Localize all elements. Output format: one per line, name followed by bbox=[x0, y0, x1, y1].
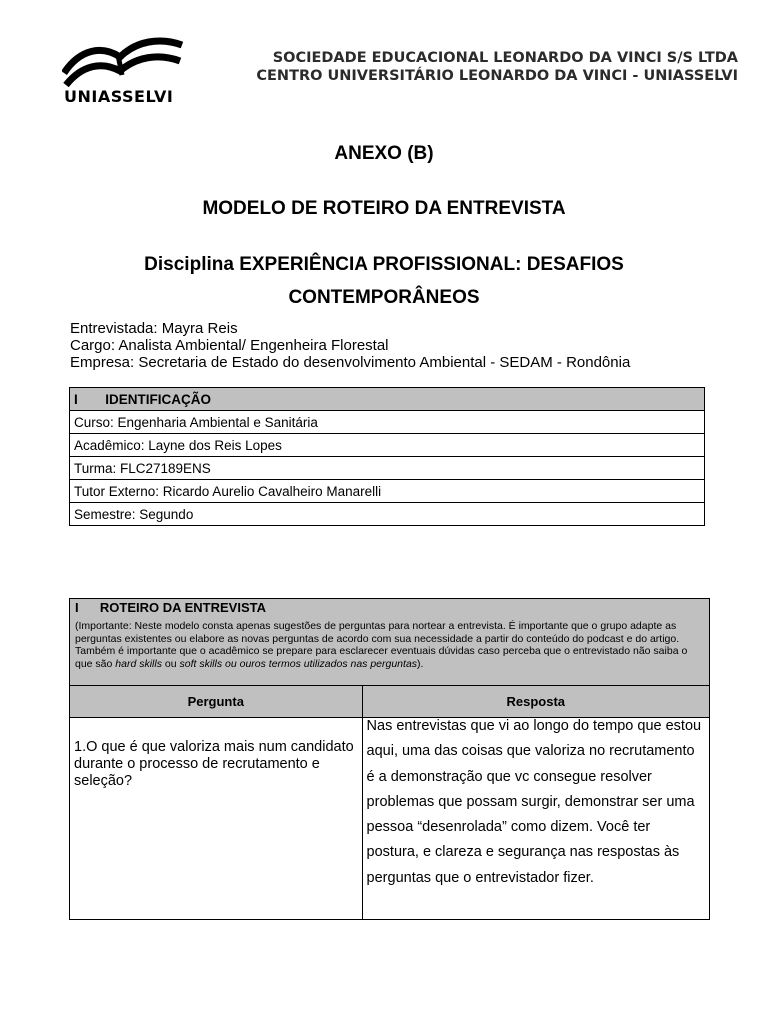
question-text: 1.O que é que valoriza mais num candidato durante o processo de recrutamento e seleção? bbox=[74, 739, 354, 789]
model-title: MODELO DE ROTEIRO DA ENTREVISTA bbox=[202, 198, 566, 219]
university-name: CENTRO UNIVERSITÁRIO LEONARDO DA VINCI - UNIASSELVI bbox=[256, 68, 738, 84]
discipline-title-line1: Disciplina EXPERIÊNCIA PROFISSIONAL: DESAFIOS bbox=[144, 254, 624, 275]
discipline-title-line2: CONTEMPORÂNEOS bbox=[288, 287, 480, 308]
annex-title: ANEXO (B) bbox=[334, 143, 434, 164]
interviewee-name: Entrevistada: Mayra Reis bbox=[70, 320, 238, 337]
semester-cell: Semestre: Segundo bbox=[70, 503, 705, 526]
identification-header bbox=[70, 388, 705, 411]
section-number: I bbox=[75, 600, 79, 615]
logo-text: UNIASSELVI bbox=[64, 87, 174, 106]
student-cell: Acadêmico: Layne dos Reis Lopes bbox=[70, 434, 705, 457]
course-cell: Curso: Engenharia Ambiental e Sanitária bbox=[70, 411, 705, 434]
class-cell: Turma: FLC27189ENS bbox=[70, 457, 705, 480]
table-row bbox=[70, 411, 705, 434]
document-header bbox=[0, 0, 768, 115]
table-row bbox=[70, 718, 710, 920]
section-title: ROTEIRO DA ENTREVISTA bbox=[99, 600, 266, 615]
uniasselvi-logo bbox=[62, 35, 184, 107]
column-header-row bbox=[70, 686, 710, 718]
answer-cell bbox=[362, 718, 709, 920]
interview-script-table bbox=[69, 598, 710, 920]
table-row bbox=[70, 457, 705, 480]
identification-table bbox=[69, 387, 705, 526]
table-row bbox=[70, 503, 705, 526]
table-row bbox=[70, 480, 705, 503]
institution-name: SOCIEDADE EDUCACIONAL LEONARDO DA VINCI S/S LTDA bbox=[272, 50, 738, 66]
interviewee-role: Cargo: Analista Ambiental/ Engenheira Florestal bbox=[70, 337, 389, 354]
script-title bbox=[75, 600, 704, 615]
identification-header-row bbox=[70, 388, 705, 411]
column-header-question: Pergunta bbox=[70, 686, 363, 718]
script-header bbox=[70, 599, 710, 686]
answer-text: Nas entrevistas que vi ao longo do tempo que estou aqui, uma das coisas que valoriza no recrutamento é a demonstração que vc consegue resolver problemas que possam surgir, demonstrar ser uma pessoa “desenrolada” como dizem. Você ter postura, e clareza e segurança nas respostas às perguntas que o entrevistador fizer. bbox=[366, 718, 702, 886]
section-number: I bbox=[74, 391, 78, 407]
script-note: (Importante: Neste modelo consta apenas sugestões de perguntas para nortear a entrevista. É importante que o grupo adapte as perguntas existentes ou elabore as novas perguntas de acordo com sua necessidade a partir do conteúdo do podcast e do artigo. Também é importante que o acadêmico se prepare para esclarecer eventuais dúvidas caso perceba que o entrevistado não saiba o que são hard skills ou soft skills ou ouros termos utilizados nas perguntas). bbox=[75, 620, 688, 670]
section-title: IDENTIFICAÇÃO bbox=[105, 391, 212, 407]
tutor-cell: Tutor Externo: Ricardo Aurelio Cavalheiro Manarelli bbox=[70, 480, 705, 503]
question-cell bbox=[70, 718, 363, 920]
column-header-answer: Resposta bbox=[362, 686, 709, 718]
interviewee-company: Empresa: Secretaria de Estado do desenvolvimento Ambiental - SEDAM - Rondônia bbox=[70, 354, 631, 371]
table-row bbox=[70, 434, 705, 457]
script-header-row bbox=[70, 599, 710, 686]
book-wings-icon bbox=[62, 35, 184, 87]
